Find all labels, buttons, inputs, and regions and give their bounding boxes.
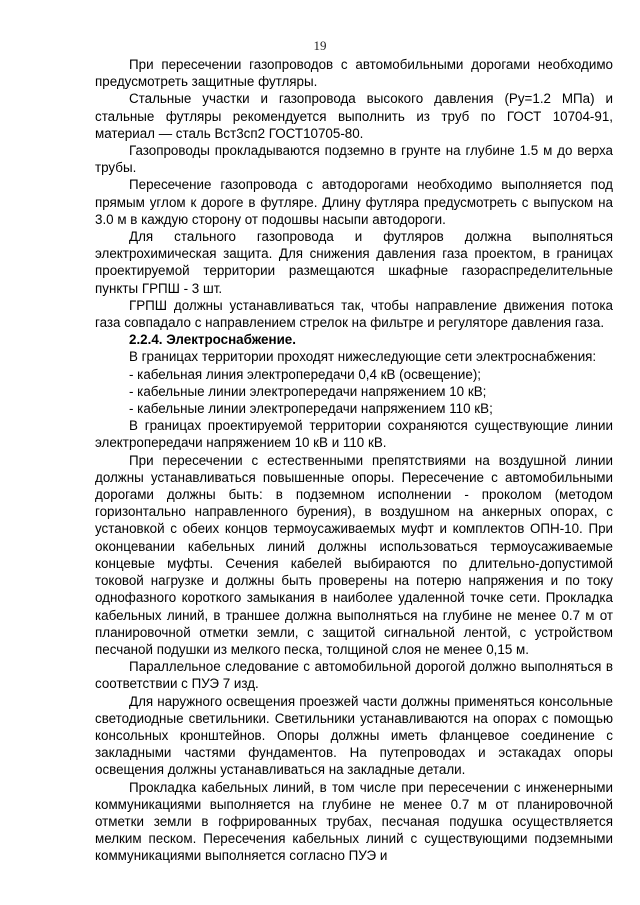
paragraph: Для наружного освещения проезжей части должны применяться консольные светодиодные светильники. Светильники устанавливаются на опорах с помощью консольных кронштейнов. Опоры должны иметь фланцевое соединение с закладными частями фундаментов. На путепроводах и эстакадах опоры освещения должны устанавливаться на закладные детали. [95,693,613,778]
paragraph: Пересечение газопровода с автодорогами необходимо выполняется под прямым углом к дороге в футляре. Длину футляра предусмотреть с выпуском на 3.0 м в каждую сторону от подошвы насыпи автодороги. [95,177,613,227]
paragraph: Параллельное следование с автомобильной дорогой должно выполняться в соответствии с ПУЭ 7 изд. [95,659,613,692]
list-item: - кабельные линии электропередачи напряжением 110 кВ; [129,401,493,417]
paragraph: При пересечении с естественными препятствиями на воздушной линии должны устанавливаться повышенные опоры. Пересечение с автомобильными дорогами должны быть: в подземном исполнении - проколом (методом горизонтально направленного бурения), в воздушном на анкерных опорах, с установкой с обеих концов термоусаживаемых муфт и комплектов ОПН-10. При оконцевании кабельных линий должны использоваться термоусаживаемые концевые муфты. Сечения кабелей выбираются по длительно-допустимой токовой нагрузке и должны быть проверены на потерю напряжения и по току однофазного короткого замыкания в наиболее удаленной точке сети. Прокладка кабельных линий, в траншее должна выполняться на глубине не менее 0.7 м от планировочной отметки земли, с защитой сигнальной лентой, с устройством песчаной подушки из мелкого песка, толщиной слоя не менее 0,15 м. [95,452,613,657]
paragraph: Стальные участки и газопровода высокого давления (Ру=1.2 МПа) и стальные футляры рекомендуется выполнить из труб по ГОСТ 10704-91, материал — сталь Вст3сп2 ГОСТ10705-80. [95,91,613,141]
document-body [95,56,613,865]
paragraph: При пересечении газопроводов с автомобильными дорогами необходимо предусмотреть защитные футляры. [95,57,613,90]
paragraph: Газопроводы прокладываются подземно в грунте на глубине 1.5 м до верха трубы. [95,143,613,176]
paragraph: Прокладка кабельных линий, в том числе при пересечении с инженерными коммуникациями выполняется на глубине не менее 0.7 м от планировочной отметки земли в гофрированных трубах, песчаная подушка осуществляется мелким песком. Пересечения кабельных линий с существующими подземными коммуникациями выполняется согласно ПУЭ и [95,779,613,864]
paragraph: В границах проектируемой территории сохраняются существующие линии электропередачи напряжением 10 кВ и 110 кВ. [95,418,613,451]
paragraph: ГРПШ должны устанавливаться так, чтобы направление движения потока газа совпадало с направлением стрелок на фильтре и регуляторе давления газа. [95,297,613,331]
section-heading: 2.2.4. Электроснабжение. [129,332,296,348]
list-item: - кабельные линии электропередачи напряжением 10 кВ; [129,383,487,399]
list-item: - кабельная линия электропередачи 0,4 кВ (освещение); [129,366,481,382]
paragraph: Для стального газопровода и футляров должна выполняться электрохимическая защита. Для снижения давления газа проектом, в границах проектируемой территории размещаются шкафные газораспределительные пункты ГРПШ - 3 шт. [95,229,613,296]
page-number: 19 [313,38,327,53]
paragraph: В границах территории проходят нижеследующие сети электроснабжения: [129,349,597,365]
